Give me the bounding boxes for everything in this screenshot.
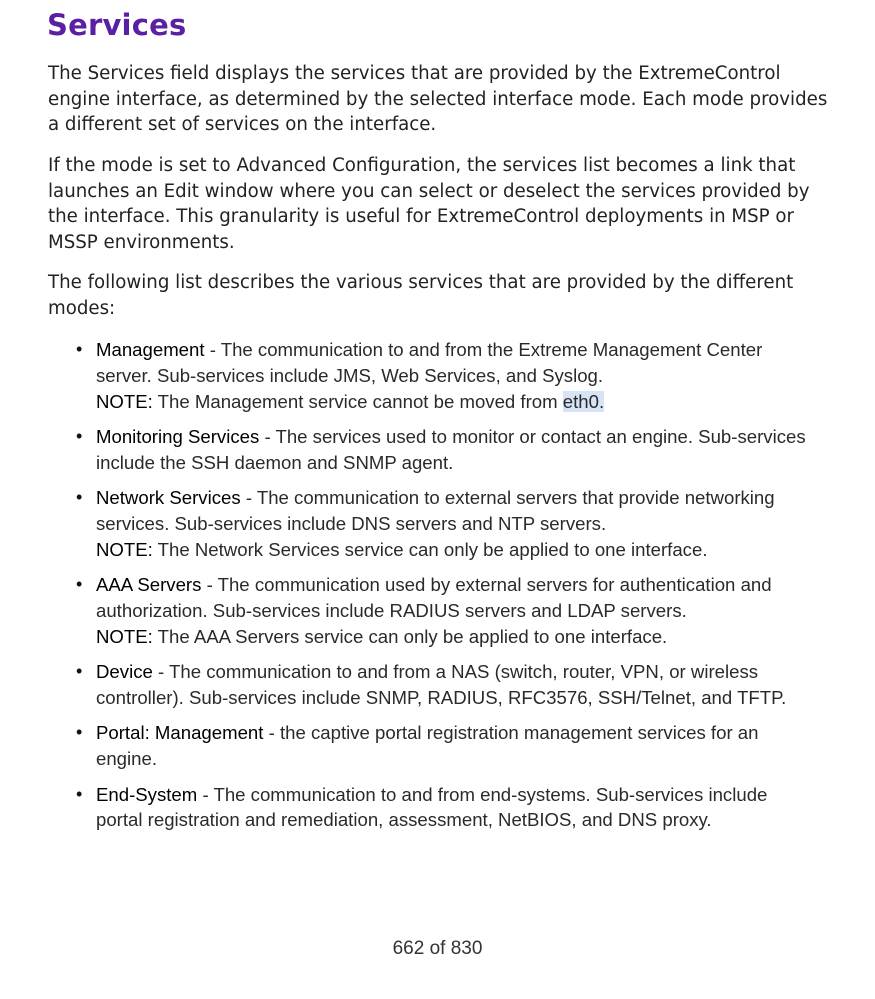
list-item-management <box>76 337 816 414</box>
list-item-device <box>76 659 816 711</box>
bullet-icon: • <box>76 339 83 359</box>
note-text: The Management service cannot be moved from <box>152 390 563 412</box>
bullet-icon: • <box>76 487 83 508</box>
bullet-icon: • <box>76 661 83 682</box>
note-text: The AAA Servers service can only be applied to one interface. <box>152 625 668 647</box>
service-term: AAA Servers <box>96 574 202 596</box>
service-description: - The communication to external servers that provide networking services. Sub-services include DNS servers and NTP servers. <box>96 487 775 534</box>
service-term: Portal: Management <box>96 722 264 744</box>
list-item-aaa-servers <box>76 572 816 649</box>
list-item-portal-management <box>76 720 816 772</box>
bullet-icon: • <box>76 783 83 804</box>
service-term: Device <box>96 661 153 683</box>
service-description: - The communication to and from end-systems. Sub-services include portal registration and remediation, assessment, NetBIOS, and DNS proxy. <box>96 783 768 831</box>
page-title: Services <box>47 8 187 42</box>
list-item-network-services <box>76 485 816 562</box>
bullet-icon: • <box>76 425 83 446</box>
service-description: - The services used to monitor or contact an engine. Sub-services include the SSH daemon and SNMP agent. <box>96 425 806 473</box>
note-text: The Network Services service can only be applied to one interface. <box>152 538 708 560</box>
service-term: Monitoring Services <box>96 425 260 447</box>
note-label: NOTE: <box>96 625 153 647</box>
intro-paragraph: The Services field displays the services that are provided by the ExtremeControl engine interface, as determined by the selected interface mode. Each mode provides a different set of services on the interface. <box>48 63 828 136</box>
service-description: - the captive portal registration management services for an engine. <box>96 722 759 770</box>
note-label: NOTE: <box>96 538 153 560</box>
service-term: Management <box>96 339 205 360</box>
list-item-end-system <box>76 782 816 834</box>
selected-text-highlight: eth0. <box>562 390 605 412</box>
service-term: End-System <box>96 783 198 805</box>
page-number: 662 of 830 <box>392 938 483 959</box>
advanced-config-paragraph: If the mode is set to Advanced Configuration, the services list becomes a link that launches an Edit window where you can select or deselect the services provided by the interface. This granularity is useful for ExtremeControl deployments in MSP or MSSP environments. <box>48 155 810 253</box>
list-intro-paragraph: The following list describes the various services that are provided by the different modes: <box>48 272 794 319</box>
service-term: Network Services <box>96 487 241 509</box>
service-description: - The communication to and from a NAS (switch, router, VPN, or wireless controller). Sub-services include SNMP, RADIUS, RFC3576, SSH/Telnet, and TFTP. <box>96 661 787 708</box>
bullet-icon: • <box>76 722 83 743</box>
service-description: - The communication used by external servers for authentication and authorization. Sub-services include RADIUS servers and LDAP servers. <box>96 574 772 621</box>
service-description: - The communication to and from the Extreme Management Center server. Sub-services include JMS, Web Services, and Syslog. <box>96 339 763 386</box>
list-item-monitoring-services <box>76 424 816 476</box>
services-list <box>76 337 816 843</box>
note-label: NOTE: <box>96 390 153 412</box>
bullet-icon: • <box>76 574 83 595</box>
